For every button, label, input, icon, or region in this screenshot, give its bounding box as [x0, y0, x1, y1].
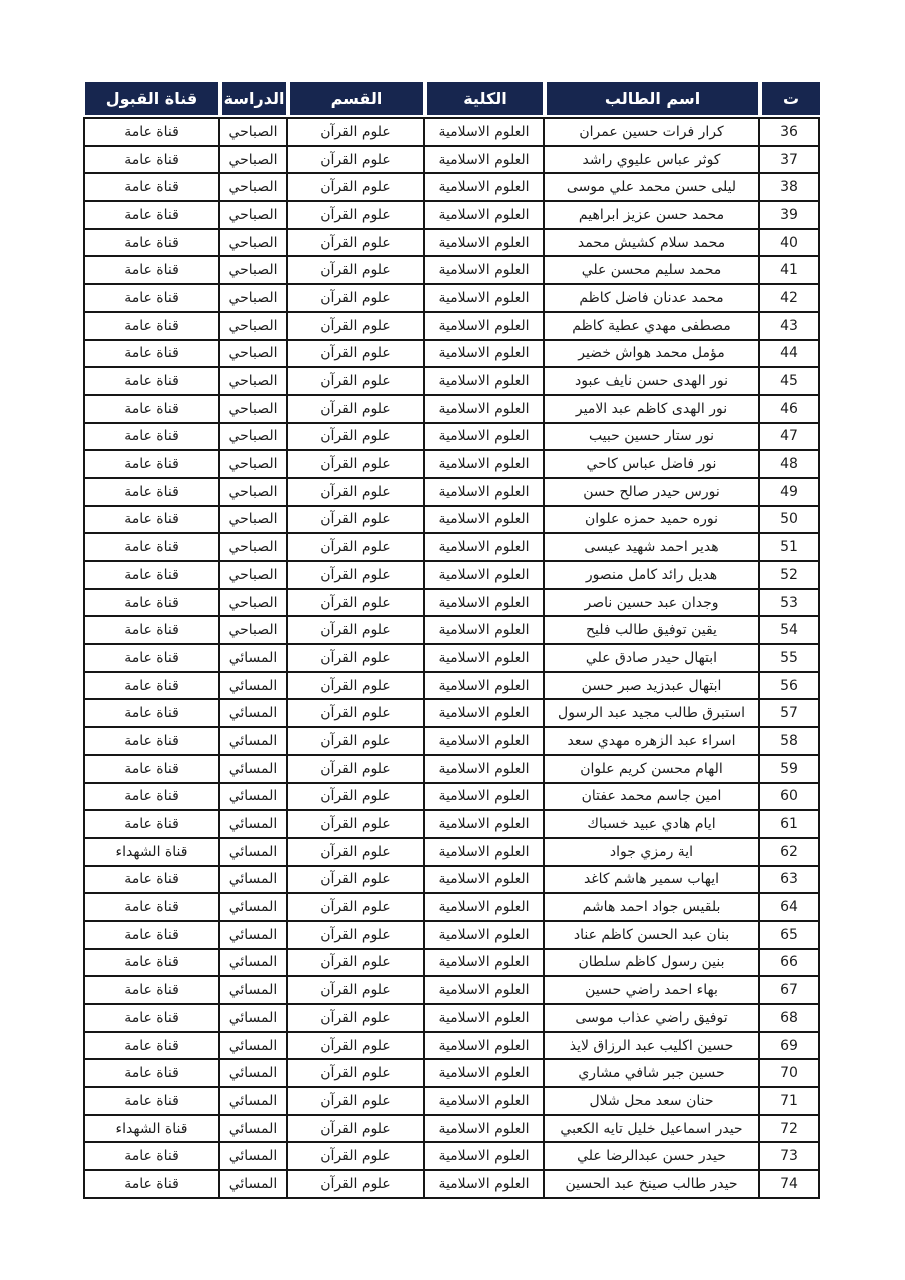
cell-department: علوم القرآن	[287, 423, 424, 451]
cell-admission-channel: قناة عامة	[84, 755, 219, 783]
table-row	[84, 1059, 819, 1087]
cell-college: العلوم الاسلامية	[424, 976, 544, 1004]
cell-number: 54	[759, 616, 819, 644]
cell-student-name: نور فاضل عباس كاحي	[544, 450, 759, 478]
cell-study: المسائي	[219, 976, 287, 1004]
cell-study: الصباحي	[219, 146, 287, 174]
cell-department: علوم القرآن	[287, 755, 424, 783]
cell-college: العلوم الاسلامية	[424, 949, 544, 977]
table-row	[84, 1087, 819, 1115]
cell-department: علوم القرآن	[287, 810, 424, 838]
cell-student-name: امين جاسم محمد عفتان	[544, 783, 759, 811]
cell-student-name: كرار فرات حسين عمران	[544, 118, 759, 146]
cell-college: العلوم الاسلامية	[424, 921, 544, 949]
cell-number: 49	[759, 478, 819, 506]
cell-college: العلوم الاسلامية	[424, 1059, 544, 1087]
cell-number: 48	[759, 450, 819, 478]
cell-department: علوم القرآن	[287, 340, 424, 368]
table-row	[84, 1170, 819, 1198]
cell-department: علوم القرآن	[287, 533, 424, 561]
table-row	[84, 783, 819, 811]
cell-admission-channel: قناة عامة	[84, 256, 219, 284]
cell-department: علوم القرآن	[287, 146, 424, 174]
cell-student-name: حسين جبر شافي مشاري	[544, 1059, 759, 1087]
cell-number: 44	[759, 340, 819, 368]
cell-study: المسائي	[219, 893, 287, 921]
cell-study: المسائي	[219, 921, 287, 949]
cell-study: الصباحي	[219, 423, 287, 451]
cell-student-name: نور ستار حسين حبيب	[544, 423, 759, 451]
cell-college: العلوم الاسلامية	[424, 284, 544, 312]
cell-study: المسائي	[219, 727, 287, 755]
header-student-name: اسم الطالب	[545, 82, 760, 115]
table-row	[84, 201, 819, 229]
cell-study: الصباحي	[219, 284, 287, 312]
cell-admission-channel: قناة عامة	[84, 561, 219, 589]
cell-college: العلوم الاسلامية	[424, 423, 544, 451]
cell-student-name: ابتهال حيدر صادق علي	[544, 644, 759, 672]
cell-student-name: ايهاب سمير هاشم كاغد	[544, 866, 759, 894]
cell-admission-channel: قناة عامة	[84, 173, 219, 201]
cell-number: 43	[759, 312, 819, 340]
cell-student-name: توفيق راضي عذاب موسى	[544, 1004, 759, 1032]
cell-department: علوم القرآن	[287, 478, 424, 506]
cell-study: المسائي	[219, 810, 287, 838]
cell-study: الصباحي	[219, 201, 287, 229]
cell-department: علوم القرآن	[287, 1004, 424, 1032]
cell-number: 72	[759, 1115, 819, 1143]
cell-student-name: محمد حسن عزيز ابراهيم	[544, 201, 759, 229]
cell-study: المسائي	[219, 672, 287, 700]
cell-college: العلوم الاسلامية	[424, 229, 544, 257]
cell-college: العلوم الاسلامية	[424, 727, 544, 755]
cell-college: العلوم الاسلامية	[424, 1004, 544, 1032]
table-row	[84, 1004, 819, 1032]
cell-number: 41	[759, 256, 819, 284]
cell-admission-channel: قناة عامة	[84, 312, 219, 340]
cell-department: علوم القرآن	[287, 672, 424, 700]
cell-department: علوم القرآن	[287, 561, 424, 589]
cell-college: العلوم الاسلامية	[424, 395, 544, 423]
cell-number: 42	[759, 284, 819, 312]
cell-number: 59	[759, 755, 819, 783]
cell-student-name: وجدان عبد حسين ناصر	[544, 589, 759, 617]
cell-study: المسائي	[219, 755, 287, 783]
cell-college: العلوم الاسلامية	[424, 589, 544, 617]
table-row	[84, 256, 819, 284]
cell-admission-channel: قناة عامة	[84, 506, 219, 534]
cell-number: 66	[759, 949, 819, 977]
cell-number: 57	[759, 699, 819, 727]
cell-admission-channel: قناة عامة	[84, 949, 219, 977]
cell-study: المسائي	[219, 1142, 287, 1170]
cell-department: علوم القرآن	[287, 921, 424, 949]
cell-department: علوم القرآن	[287, 395, 424, 423]
cell-study: الصباحي	[219, 589, 287, 617]
cell-admission-channel: قناة عامة	[84, 893, 219, 921]
cell-student-name: نوره حميد حمزه علوان	[544, 506, 759, 534]
table-row	[84, 589, 819, 617]
cell-study: الصباحي	[219, 478, 287, 506]
cell-student-name: ابتهال عبدزيد صبر حسن	[544, 672, 759, 700]
cell-study: الصباحي	[219, 450, 287, 478]
table-row	[84, 229, 819, 257]
cell-study: الصباحي	[219, 395, 287, 423]
cell-admission-channel: قناة عامة	[84, 118, 219, 146]
cell-student-name: ليلى حسن محمد علي موسى	[544, 173, 759, 201]
cell-student-name: حيدر حسن عبدالرضا علي	[544, 1142, 759, 1170]
cell-college: العلوم الاسلامية	[424, 506, 544, 534]
cell-department: علوم القرآن	[287, 949, 424, 977]
table-row	[84, 949, 819, 977]
header-admission-channel: قناة القبول	[85, 82, 220, 115]
cell-department: علوم القرآن	[287, 1115, 424, 1143]
cell-student-name: بنان عبد الحسن كاظم عناد	[544, 921, 759, 949]
cell-student-name: نورس حيدر صالح حسن	[544, 478, 759, 506]
cell-number: 65	[759, 921, 819, 949]
cell-admission-channel: قناة عامة	[84, 589, 219, 617]
cell-number: 60	[759, 783, 819, 811]
cell-study: الصباحي	[219, 340, 287, 368]
cell-department: علوم القرآن	[287, 1032, 424, 1060]
table-body	[83, 117, 820, 1199]
cell-study: الصباحي	[219, 561, 287, 589]
cell-admission-channel: قناة عامة	[84, 450, 219, 478]
cell-student-name: حنان سعد محل شلال	[544, 1087, 759, 1115]
cell-study: الصباحي	[219, 533, 287, 561]
cell-study: المسائي	[219, 699, 287, 727]
cell-admission-channel: قناة عامة	[84, 1032, 219, 1060]
cell-number: 70	[759, 1059, 819, 1087]
cell-number: 74	[759, 1170, 819, 1198]
cell-study: المسائي	[219, 1004, 287, 1032]
cell-number: 46	[759, 395, 819, 423]
cell-department: علوم القرآن	[287, 1142, 424, 1170]
table-row	[84, 561, 819, 589]
cell-study: الصباحي	[219, 256, 287, 284]
cell-admission-channel: قناة عامة	[84, 478, 219, 506]
cell-student-name: نور الهدى كاظم عبد الامير	[544, 395, 759, 423]
cell-department: علوم القرآن	[287, 589, 424, 617]
table-row	[84, 976, 819, 1004]
cell-department: علوم القرآن	[287, 727, 424, 755]
table-row	[84, 644, 819, 672]
table-row	[84, 284, 819, 312]
cell-student-name: بهاء احمد راضي حسين	[544, 976, 759, 1004]
cell-admission-channel: قناة عامة	[84, 229, 219, 257]
table-row	[84, 423, 819, 451]
cell-admission-channel: قناة عامة	[84, 1059, 219, 1087]
cell-college: العلوم الاسلامية	[424, 533, 544, 561]
table-row	[84, 672, 819, 700]
cell-number: 52	[759, 561, 819, 589]
table-row	[84, 173, 819, 201]
cell-study: المسائي	[219, 1087, 287, 1115]
cell-study: المسائي	[219, 838, 287, 866]
cell-department: علوم القرآن	[287, 893, 424, 921]
cell-college: العلوم الاسلامية	[424, 367, 544, 395]
table-row	[84, 866, 819, 894]
cell-number: 50	[759, 506, 819, 534]
cell-admission-channel: قناة الشهداء	[84, 1115, 219, 1143]
cell-department: علوم القرآن	[287, 699, 424, 727]
cell-student-name: محمد سليم محسن علي	[544, 256, 759, 284]
table-row	[84, 921, 819, 949]
cell-college: العلوم الاسلامية	[424, 173, 544, 201]
cell-study: الصباحي	[219, 367, 287, 395]
cell-admission-channel: قناة عامة	[84, 976, 219, 1004]
cell-study: المسائي	[219, 1032, 287, 1060]
cell-number: 58	[759, 727, 819, 755]
cell-college: العلوم الاسلامية	[424, 561, 544, 589]
cell-study: المسائي	[219, 1170, 287, 1198]
cell-college: العلوم الاسلامية	[424, 893, 544, 921]
cell-student-name: كوثر عباس عليوي راشد	[544, 146, 759, 174]
cell-college: العلوم الاسلامية	[424, 201, 544, 229]
cell-admission-channel: قناة عامة	[84, 727, 219, 755]
cell-department: علوم القرآن	[287, 976, 424, 1004]
cell-admission-channel: قناة عامة	[84, 616, 219, 644]
cell-department: علوم القرآن	[287, 1059, 424, 1087]
cell-student-name: بنين رسول كاظم سلطان	[544, 949, 759, 977]
cell-department: علوم القرآن	[287, 644, 424, 672]
cell-department: علوم القرآن	[287, 256, 424, 284]
cell-admission-channel: قناة عامة	[84, 1170, 219, 1198]
cell-admission-channel: قناة عامة	[84, 1087, 219, 1115]
cell-admission-channel: قناة عامة	[84, 1142, 219, 1170]
table-row	[84, 755, 819, 783]
cell-study: الصباحي	[219, 173, 287, 201]
cell-admission-channel: قناة الشهداء	[84, 838, 219, 866]
cell-admission-channel: قناة عامة	[84, 1004, 219, 1032]
cell-college: العلوم الاسلامية	[424, 256, 544, 284]
table-row	[84, 699, 819, 727]
cell-college: العلوم الاسلامية	[424, 1142, 544, 1170]
table-row	[84, 478, 819, 506]
cell-study: المسائي	[219, 949, 287, 977]
cell-study: المسائي	[219, 783, 287, 811]
header-college: الكلية	[425, 82, 545, 115]
cell-number: 39	[759, 201, 819, 229]
cell-student-name: محمد سلام كشيش محمد	[544, 229, 759, 257]
cell-department: علوم القرآن	[287, 173, 424, 201]
table-row	[84, 506, 819, 534]
cell-admission-channel: قناة عامة	[84, 423, 219, 451]
table-row	[84, 367, 819, 395]
cell-department: علوم القرآن	[287, 450, 424, 478]
cell-student-name: حيدر اسماعيل خليل تايه الكعبي	[544, 1115, 759, 1143]
cell-college: العلوم الاسلامية	[424, 810, 544, 838]
cell-department: علوم القرآن	[287, 229, 424, 257]
cell-student-name: ايام هادي عبيد خسباك	[544, 810, 759, 838]
cell-college: العلوم الاسلامية	[424, 1170, 544, 1198]
cell-student-name: مؤمل محمد هواش خضير	[544, 340, 759, 368]
cell-study: الصباحي	[219, 312, 287, 340]
table-row	[84, 838, 819, 866]
table-row	[84, 893, 819, 921]
cell-study: المسائي	[219, 866, 287, 894]
table-row	[84, 727, 819, 755]
cell-admission-channel: قناة عامة	[84, 783, 219, 811]
cell-number: 45	[759, 367, 819, 395]
cell-department: علوم القرآن	[287, 783, 424, 811]
cell-department: علوم القرآن	[287, 201, 424, 229]
cell-department: علوم القرآن	[287, 866, 424, 894]
cell-student-name: مصطفى مهدي عطية كاظم	[544, 312, 759, 340]
cell-study: الصباحي	[219, 616, 287, 644]
cell-study: الصباحي	[219, 506, 287, 534]
cell-number: 56	[759, 672, 819, 700]
header-study: الدراسة	[220, 82, 288, 115]
cell-department: علوم القرآن	[287, 284, 424, 312]
table-rows	[84, 118, 819, 1198]
table-row	[84, 146, 819, 174]
cell-number: 53	[759, 589, 819, 617]
cell-college: العلوم الاسلامية	[424, 312, 544, 340]
cell-student-name: بلقيس جواد احمد هاشم	[544, 893, 759, 921]
cell-department: علوم القرآن	[287, 616, 424, 644]
cell-study: المسائي	[219, 1059, 287, 1087]
table-row	[84, 1142, 819, 1170]
cell-college: العلوم الاسلامية	[424, 699, 544, 727]
header-department: القسم	[288, 82, 425, 115]
cell-number: 62	[759, 838, 819, 866]
table-row	[84, 450, 819, 478]
cell-admission-channel: قناة عامة	[84, 201, 219, 229]
cell-number: 63	[759, 866, 819, 894]
cell-department: علوم القرآن	[287, 367, 424, 395]
cell-student-name: استبرق طالب مجيد عبد الرسول	[544, 699, 759, 727]
table-row	[84, 1115, 819, 1143]
cell-number: 55	[759, 644, 819, 672]
cell-number: 64	[759, 893, 819, 921]
cell-admission-channel: قناة عامة	[84, 284, 219, 312]
cell-department: علوم القرآن	[287, 118, 424, 146]
cell-number: 67	[759, 976, 819, 1004]
cell-college: العلوم الاسلامية	[424, 146, 544, 174]
cell-admission-channel: قناة عامة	[84, 644, 219, 672]
cell-student-name: اسراء عبد الزهره مهدي سعد	[544, 727, 759, 755]
cell-department: علوم القرآن	[287, 506, 424, 534]
cell-number: 61	[759, 810, 819, 838]
cell-student-name: هدير احمد شهيد عيسى	[544, 533, 759, 561]
cell-student-name: نور الهدى حسن نايف عبود	[544, 367, 759, 395]
cell-department: علوم القرآن	[287, 312, 424, 340]
cell-admission-channel: قناة عامة	[84, 866, 219, 894]
cell-college: العلوم الاسلامية	[424, 1087, 544, 1115]
cell-admission-channel: قناة عامة	[84, 672, 219, 700]
cell-college: العلوم الاسلامية	[424, 672, 544, 700]
cell-college: العلوم الاسلامية	[424, 838, 544, 866]
cell-admission-channel: قناة عامة	[84, 921, 219, 949]
cell-college: العلوم الاسلامية	[424, 340, 544, 368]
cell-college: العلوم الاسلامية	[424, 616, 544, 644]
cell-student-name: الهام محسن كريم علوان	[544, 755, 759, 783]
cell-admission-channel: قناة عامة	[84, 533, 219, 561]
cell-number: 73	[759, 1142, 819, 1170]
cell-admission-channel: قناة عامة	[84, 810, 219, 838]
students-admission-table	[85, 82, 820, 1199]
cell-number: 51	[759, 533, 819, 561]
table-row	[84, 312, 819, 340]
cell-study: المسائي	[219, 1115, 287, 1143]
cell-number: 47	[759, 423, 819, 451]
cell-college: العلوم الاسلامية	[424, 1115, 544, 1143]
cell-number: 38	[759, 173, 819, 201]
table-row	[84, 1032, 819, 1060]
cell-department: علوم القرآن	[287, 1170, 424, 1198]
cell-admission-channel: قناة عامة	[84, 146, 219, 174]
cell-study: المسائي	[219, 644, 287, 672]
cell-student-name: حيدر طالب صينخ عبد الحسين	[544, 1170, 759, 1198]
cell-number: 69	[759, 1032, 819, 1060]
cell-department: علوم القرآن	[287, 838, 424, 866]
table-row	[84, 118, 819, 146]
cell-college: العلوم الاسلامية	[424, 450, 544, 478]
cell-college: العلوم الاسلامية	[424, 866, 544, 894]
cell-number: 40	[759, 229, 819, 257]
cell-number: 36	[759, 118, 819, 146]
table-row	[84, 340, 819, 368]
cell-student-name: يقين توفيق طالب فليح	[544, 616, 759, 644]
header-number: ت	[760, 82, 820, 115]
cell-department: علوم القرآن	[287, 1087, 424, 1115]
table-row	[84, 810, 819, 838]
cell-student-name: محمد عدنان فاضل كاظم	[544, 284, 759, 312]
cell-college: العلوم الاسلامية	[424, 118, 544, 146]
cell-number: 68	[759, 1004, 819, 1032]
cell-number: 71	[759, 1087, 819, 1115]
cell-college: العلوم الاسلامية	[424, 1032, 544, 1060]
table-row	[84, 616, 819, 644]
table-header-row	[85, 82, 820, 115]
table-row	[84, 533, 819, 561]
cell-number: 37	[759, 146, 819, 174]
cell-study: الصباحي	[219, 229, 287, 257]
table-row	[84, 395, 819, 423]
cell-admission-channel: قناة عامة	[84, 340, 219, 368]
cell-admission-channel: قناة عامة	[84, 367, 219, 395]
cell-college: العلوم الاسلامية	[424, 755, 544, 783]
cell-college: العلوم الاسلامية	[424, 644, 544, 672]
cell-student-name: هديل رائد كامل منصور	[544, 561, 759, 589]
cell-student-name: حسين اكليب عبد الرزاق لايذ	[544, 1032, 759, 1060]
cell-student-name: اية رمزي جواد	[544, 838, 759, 866]
cell-study: الصباحي	[219, 118, 287, 146]
cell-college: العلوم الاسلامية	[424, 478, 544, 506]
cell-college: العلوم الاسلامية	[424, 783, 544, 811]
cell-admission-channel: قناة عامة	[84, 395, 219, 423]
cell-admission-channel: قناة عامة	[84, 699, 219, 727]
